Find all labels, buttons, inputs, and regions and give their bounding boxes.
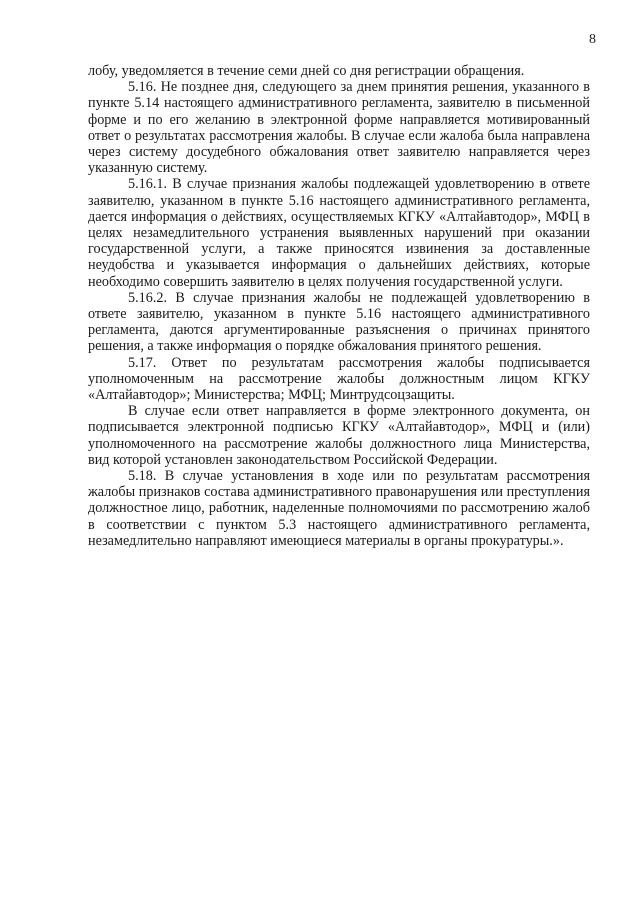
- paragraph-5-16: 5.16. Не позднее дня, следующего за днем принятия решения, указанного в пункте 5.14 настоящего административного регламента, заявителю в письменной форме и по его желанию в электронной форме направляется мотивированный ответ о результатах рассмотрения жалобы. В случае если жалоба была направлена через систему досудебного обжалования ответ заявителю направляется через указанную систему.: [88, 79, 590, 177]
- paragraph-electronic-document: В случае если ответ направляется в форме электронного документа, он подписывается электронной подписью КГКУ «Алтайавтодор», МФЦ и (или) уполномоченного на рассмотрение жалобы должностного лица Министерства, вид которой установлен законодательством Российской Федерации.: [88, 403, 590, 468]
- document-body: [88, 63, 590, 549]
- page-number: 8: [589, 32, 596, 47]
- paragraph-5-17: 5.17. Ответ по результатам рассмотрения жалобы подписывается уполномоченным на рассмотрение жалобы должностным лицом КГКУ «Алтайавтодор»; Министерства; МФЦ; Минтрудсоцзащиты.: [88, 354, 590, 404]
- paragraph-continuation: лобу, уведомляется в течение семи дней со дня регистрации обращения.: [88, 63, 525, 79]
- paragraph-5-18: 5.18. В случае установления в ходе или по результатам рассмотрения жалобы признаков состава административного правонарушения или преступления должностное лицо, работник, наделенные полномочиями по рассмотрению жалоб в соответствии с пунктом 5.3 настоящего административного регламента, незамедлительно направляют имеющиеся материалы в органы прокуратуры.».: [88, 468, 590, 549]
- paragraph-5-16-1: 5.16.1. В случае признания жалобы подлежащей удовлетворению в ответе заявителю, указанном в пункте 5.16 настоящего административного регламента, дается информация о действиях, осуществляемых КГКУ «Алтайавтодор», МФЦ в целях незамедлительного устранения выявленных нарушений при оказании государственной услуги, а также приносятся извинения за доставленные неудобства и указывается информация о дальнейших действиях, которые необходимо совершить заявителю в целях получения государственной услуги.: [88, 176, 590, 290]
- paragraph-5-16-2: 5.16.2. В случае признания жалобы не подлежащей удовлетворению в ответе заявителю, указанном в пункте 5.16 настоящего административного регламента, даются аргументированные разъяснения о причинах принятого решения, а также информация о порядке обжалования принятого решения.: [88, 289, 590, 355]
